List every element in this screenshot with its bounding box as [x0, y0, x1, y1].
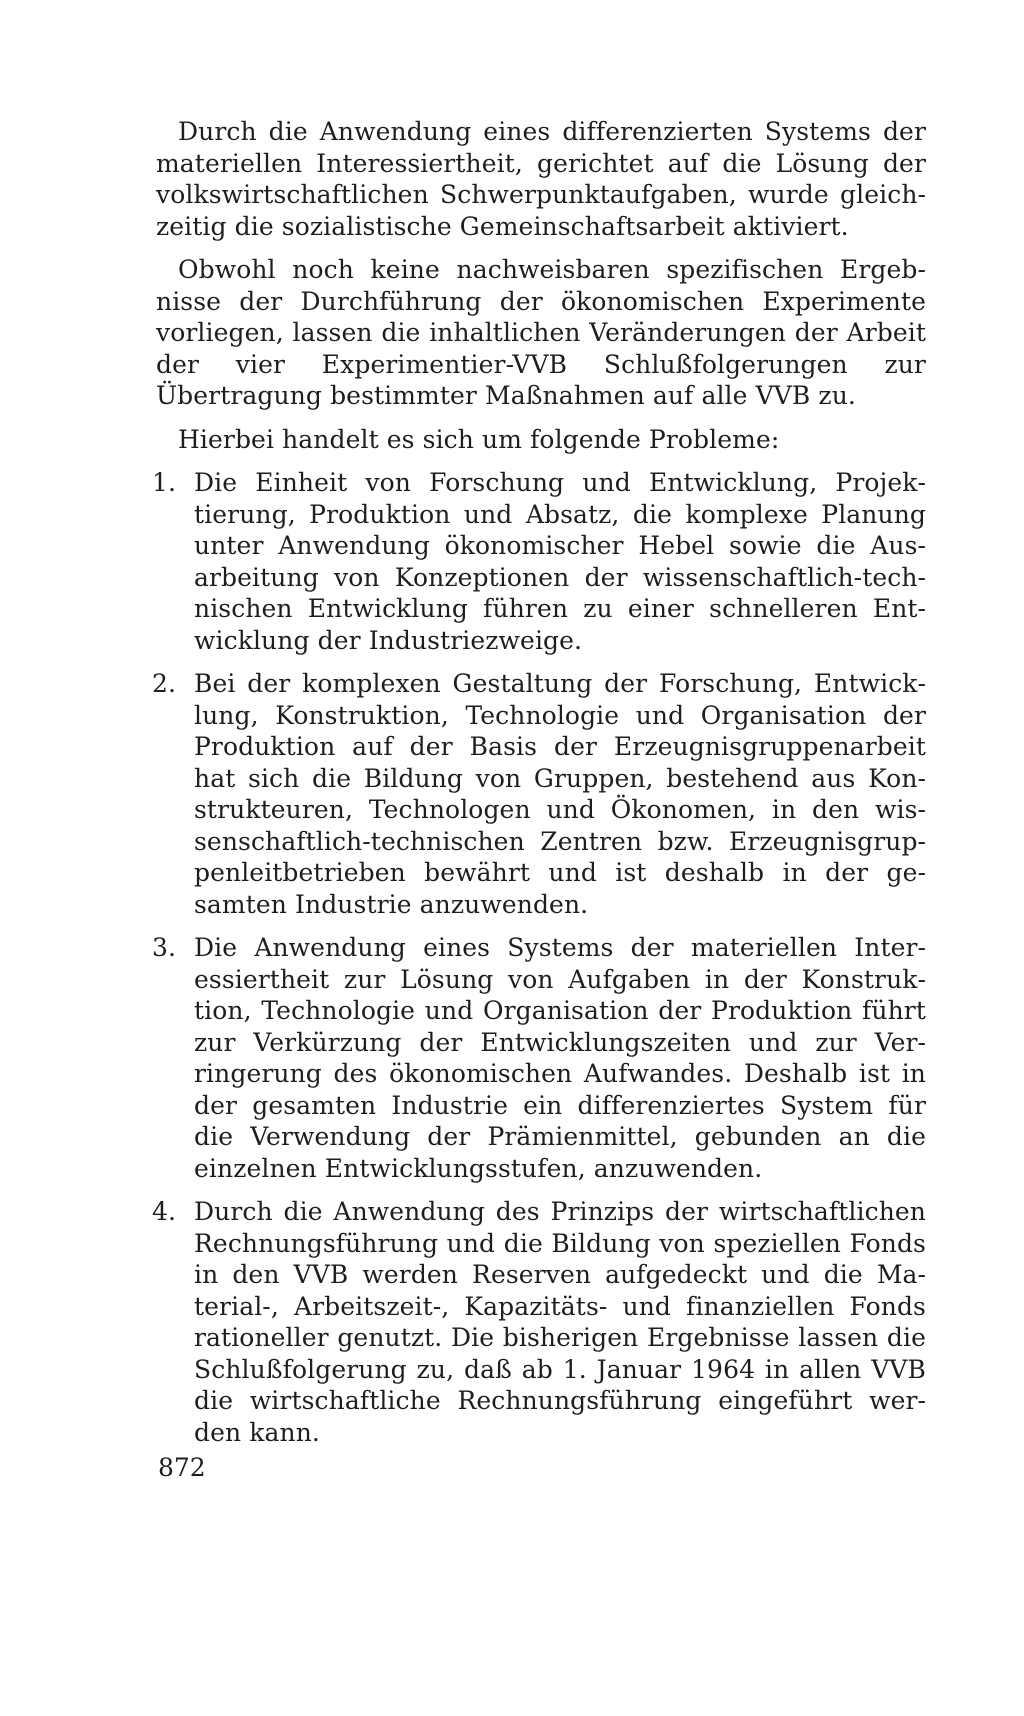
list-item-4: [152, 1196, 926, 1448]
paragraph-3: Hierbei handelt es sich um folgende Probleme:: [178, 424, 780, 454]
list-item-1: [152, 467, 926, 656]
paragraph-2: Obwohl noch keine nachweisbaren spezifischen Ergebnisse der Durchführung der ökonomischen Experimente vorliegen, lassen die inhaltlichen Veränderungen der Arbeit der vier Experimentier-VVB Schlußfolgerungen zur Übertragung bestimmter Maßnahmen auf alle VVB zu.: [156, 255, 926, 410]
page-body: [152, 116, 926, 1460]
list-text: Durch die Anwendung des Prinzips der wirtschaftlichen Rechnungsführung und die Bildung von speziellen Fonds in den VVB werden Reserven aufgedeckt und die Material-, Arbeitszeit-, Kapazitäts- und finanziellen Fonds rationeller genutzt. Die bisherigen Ergebnisse lassen die Schlußfolgerung zu, daß ab 1. Januar 1964 in allen VVB die wirtschaftliche Rechnungsführung eingeführt werden kann.: [194, 1197, 926, 1447]
list-number: 1.: [152, 468, 177, 497]
list-text: Die Einheit von Forschung und Entwicklung, Projektierung, Produktion und Absatz, die komplexe Planung unter Anwendung ökonomischer Hebel sowie die Ausarbeitung von Konzeptionen der wissenschaftlich-technischen Entwicklung führen zu einer schnelleren Entwicklung der Industriezweige.: [194, 468, 926, 655]
list-item-2: [152, 668, 926, 920]
paragraph-1: Durch die Anwendung eines differenzierten Systems der materiellen Interessiertheit, gerichtet auf die Lösung der volkswirtschaftlichen Schwerpunktaufgaben, wurde gleichzeitig die sozialistische Gemeinschaftsarbeit aktiviert.: [156, 117, 926, 241]
list-number: 2.: [152, 669, 177, 698]
list-number: 3.: [152, 933, 177, 962]
list-item-3: [152, 932, 926, 1184]
list-text: Die Anwendung eines Systems der materiellen Interessiertheit zur Lösung von Aufgaben in der Konstruktion, Technologie und Organisation der Produktion führt zur Verkürzung der Entwicklungszeiten und zur Verringerung des ökonomischen Aufwandes. Deshalb ist in der gesamten Industrie ein differenziertes System für die Verwendung der Prämienmittel, gebunden an die einzelnen Entwicklungsstufen, anzuwenden.: [194, 933, 926, 1183]
list-number: 4.: [152, 1197, 177, 1226]
page-number: 872: [158, 1453, 206, 1482]
list-text: Bei der komplexen Gestaltung der Forschung, Entwicklung, Konstruktion, Technologie und Organisation der Produktion auf der Basis der Erzeugnisgruppenarbeit hat sich die Bildung von Gruppen, bestehend aus Konstrukteuren, Technologen und Ökonomen, in den wissenschaftlich-technischen Zentren bzw. Erzeugnisgruppenleitbetrieben bewährt und ist deshalb in der gesamten Industrie anzuwenden.: [194, 669, 926, 919]
